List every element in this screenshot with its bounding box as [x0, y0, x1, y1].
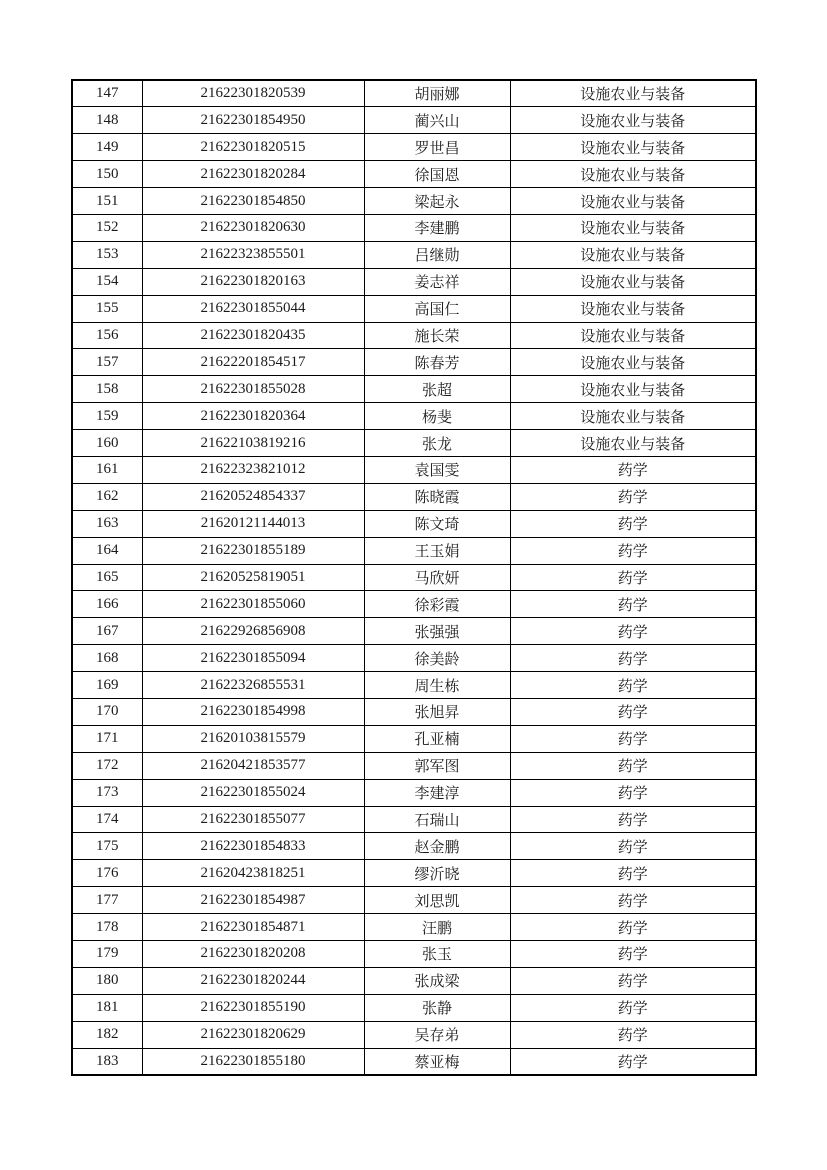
roster-table-body [72, 80, 756, 1075]
row-number-cell: 158 [72, 376, 142, 403]
row-number-cell: 167 [72, 618, 142, 645]
row-number-cell: 168 [72, 645, 142, 672]
name-cell: 袁国雯 [364, 456, 510, 483]
row-number-cell: 180 [72, 967, 142, 994]
table-row [72, 161, 756, 188]
candidate-id-cell: 21620524854337 [142, 483, 364, 510]
name-cell: 陈晓霞 [364, 483, 510, 510]
candidate-id-cell: 21622301820244 [142, 967, 364, 994]
candidate-id-cell: 21620421853577 [142, 752, 364, 779]
row-number-cell: 171 [72, 725, 142, 752]
major-cell: 药学 [510, 456, 756, 483]
name-cell: 陈文琦 [364, 510, 510, 537]
row-number-cell: 178 [72, 914, 142, 941]
major-cell: 药学 [510, 645, 756, 672]
table-row [72, 914, 756, 941]
major-cell: 设施农业与装备 [510, 295, 756, 322]
major-cell: 药学 [510, 806, 756, 833]
table-row [72, 403, 756, 430]
table-row [72, 268, 756, 295]
candidate-id-cell: 21622301854950 [142, 107, 364, 134]
candidate-id-cell: 21622301855028 [142, 376, 364, 403]
row-number-cell: 150 [72, 161, 142, 188]
name-cell: 徐彩霞 [364, 591, 510, 618]
name-cell: 胡丽娜 [364, 80, 510, 107]
candidate-id-cell: 21622301820163 [142, 268, 364, 295]
student-roster-table [71, 79, 757, 1076]
table-row [72, 1048, 756, 1075]
table-row [72, 618, 756, 645]
major-cell: 药学 [510, 967, 756, 994]
candidate-id-cell: 21622301820364 [142, 403, 364, 430]
candidate-id-cell: 21622301820630 [142, 214, 364, 241]
row-number-cell: 154 [72, 268, 142, 295]
row-number-cell: 169 [72, 672, 142, 699]
major-cell: 药学 [510, 941, 756, 968]
row-number-cell: 155 [72, 295, 142, 322]
candidate-id-cell: 21622301855094 [142, 645, 364, 672]
name-cell: 吕继勋 [364, 241, 510, 268]
row-number-cell: 175 [72, 833, 142, 860]
row-number-cell: 151 [72, 188, 142, 215]
row-number-cell: 165 [72, 564, 142, 591]
name-cell: 王玉娟 [364, 537, 510, 564]
major-cell: 设施农业与装备 [510, 403, 756, 430]
row-number-cell: 177 [72, 887, 142, 914]
row-number-cell: 172 [72, 752, 142, 779]
row-number-cell: 183 [72, 1048, 142, 1075]
name-cell: 张成梁 [364, 967, 510, 994]
row-number-cell: 149 [72, 134, 142, 161]
row-number-cell: 152 [72, 214, 142, 241]
row-number-cell: 176 [72, 860, 142, 887]
candidate-id-cell: 21620103815579 [142, 725, 364, 752]
row-number-cell: 173 [72, 779, 142, 806]
table-row [72, 833, 756, 860]
table-row [72, 806, 756, 833]
major-cell: 药学 [510, 591, 756, 618]
candidate-id-cell: 21622301820208 [142, 941, 364, 968]
name-cell: 姜志祥 [364, 268, 510, 295]
table-row [72, 456, 756, 483]
major-cell: 药学 [510, 860, 756, 887]
row-number-cell: 156 [72, 322, 142, 349]
table-row [72, 725, 756, 752]
name-cell: 张旭昇 [364, 698, 510, 725]
major-cell: 药学 [510, 483, 756, 510]
candidate-id-cell: 21620423818251 [142, 860, 364, 887]
table-row [72, 188, 756, 215]
major-cell: 设施农业与装备 [510, 322, 756, 349]
major-cell: 药学 [510, 752, 756, 779]
candidate-id-cell: 21622301854833 [142, 833, 364, 860]
row-number-cell: 174 [72, 806, 142, 833]
major-cell: 设施农业与装备 [510, 214, 756, 241]
candidate-id-cell: 21622301854987 [142, 887, 364, 914]
name-cell: 马欣妍 [364, 564, 510, 591]
table-row [72, 322, 756, 349]
candidate-id-cell: 21622301855044 [142, 295, 364, 322]
name-cell: 石瑞山 [364, 806, 510, 833]
table-row [72, 779, 756, 806]
table-row [72, 510, 756, 537]
major-cell: 设施农业与装备 [510, 349, 756, 376]
major-cell: 药学 [510, 537, 756, 564]
candidate-id-cell: 21622301820284 [142, 161, 364, 188]
name-cell: 汪鹏 [364, 914, 510, 941]
major-cell: 设施农业与装备 [510, 134, 756, 161]
major-cell: 药学 [510, 1021, 756, 1048]
table-row [72, 107, 756, 134]
major-cell: 设施农业与装备 [510, 430, 756, 457]
row-number-cell: 160 [72, 430, 142, 457]
table-row [72, 860, 756, 887]
candidate-id-cell: 21622926856908 [142, 618, 364, 645]
major-cell: 药学 [510, 833, 756, 860]
name-cell: 李建鹏 [364, 214, 510, 241]
candidate-id-cell: 21622301820629 [142, 1021, 364, 1048]
table-row [72, 295, 756, 322]
candidate-id-cell: 21622323855501 [142, 241, 364, 268]
candidate-id-cell: 21622301855190 [142, 994, 364, 1021]
name-cell: 张静 [364, 994, 510, 1021]
table-row [72, 241, 756, 268]
row-number-cell: 182 [72, 1021, 142, 1048]
major-cell: 药学 [510, 779, 756, 806]
table-row [72, 564, 756, 591]
table-row [72, 645, 756, 672]
name-cell: 赵金鹏 [364, 833, 510, 860]
candidate-id-cell: 21622301854871 [142, 914, 364, 941]
candidate-id-cell: 21622103819216 [142, 430, 364, 457]
table-row [72, 591, 756, 618]
table-row [72, 752, 756, 779]
major-cell: 设施农业与装备 [510, 268, 756, 295]
name-cell: 缪沂晓 [364, 860, 510, 887]
row-number-cell: 153 [72, 241, 142, 268]
major-cell: 设施农业与装备 [510, 80, 756, 107]
name-cell: 施长荣 [364, 322, 510, 349]
table-row [72, 483, 756, 510]
name-cell: 徐美龄 [364, 645, 510, 672]
table-row [72, 430, 756, 457]
table-row [72, 376, 756, 403]
candidate-id-cell: 21622301855180 [142, 1048, 364, 1075]
row-number-cell: 157 [72, 349, 142, 376]
major-cell: 药学 [510, 914, 756, 941]
row-number-cell: 162 [72, 483, 142, 510]
name-cell: 吴存弟 [364, 1021, 510, 1048]
name-cell: 周生栋 [364, 672, 510, 699]
table-row [72, 537, 756, 564]
table-row [72, 672, 756, 699]
candidate-id-cell: 21622201854517 [142, 349, 364, 376]
row-number-cell: 163 [72, 510, 142, 537]
name-cell: 张玉 [364, 941, 510, 968]
candidate-id-cell: 21622301854850 [142, 188, 364, 215]
row-number-cell: 161 [72, 456, 142, 483]
name-cell: 郭军图 [364, 752, 510, 779]
name-cell: 李建淳 [364, 779, 510, 806]
name-cell: 罗世昌 [364, 134, 510, 161]
major-cell: 药学 [510, 887, 756, 914]
table-row [72, 349, 756, 376]
major-cell: 设施农业与装备 [510, 241, 756, 268]
name-cell: 孔亚楠 [364, 725, 510, 752]
table-row [72, 887, 756, 914]
name-cell: 刘思凯 [364, 887, 510, 914]
candidate-id-cell: 21622301820515 [142, 134, 364, 161]
major-cell: 设施农业与装备 [510, 161, 756, 188]
name-cell: 陈春芳 [364, 349, 510, 376]
table-row [72, 214, 756, 241]
table-row [72, 134, 756, 161]
candidate-id-cell: 21622301855077 [142, 806, 364, 833]
table-row [72, 994, 756, 1021]
candidate-id-cell: 21622301854998 [142, 698, 364, 725]
major-cell: 药学 [510, 994, 756, 1021]
major-cell: 药学 [510, 1048, 756, 1075]
name-cell: 徐国恩 [364, 161, 510, 188]
name-cell: 张强强 [364, 618, 510, 645]
major-cell: 设施农业与装备 [510, 107, 756, 134]
candidate-id-cell: 21622301855024 [142, 779, 364, 806]
candidate-id-cell: 21622323821012 [142, 456, 364, 483]
candidate-id-cell: 21622301855060 [142, 591, 364, 618]
name-cell: 张龙 [364, 430, 510, 457]
row-number-cell: 148 [72, 107, 142, 134]
name-cell: 张超 [364, 376, 510, 403]
name-cell: 蔺兴山 [364, 107, 510, 134]
candidate-id-cell: 21622326855531 [142, 672, 364, 699]
candidate-id-cell: 21622301820435 [142, 322, 364, 349]
major-cell: 药学 [510, 564, 756, 591]
major-cell: 设施农业与装备 [510, 376, 756, 403]
name-cell: 蔡亚梅 [364, 1048, 510, 1075]
major-cell: 药学 [510, 672, 756, 699]
major-cell: 药学 [510, 698, 756, 725]
name-cell: 高国仁 [364, 295, 510, 322]
table-row [72, 698, 756, 725]
row-number-cell: 159 [72, 403, 142, 430]
candidate-id-cell: 21622301820539 [142, 80, 364, 107]
row-number-cell: 166 [72, 591, 142, 618]
name-cell: 杨斐 [364, 403, 510, 430]
table-row [72, 80, 756, 107]
row-number-cell: 181 [72, 994, 142, 1021]
candidate-id-cell: 21620525819051 [142, 564, 364, 591]
table-row [72, 967, 756, 994]
major-cell: 药学 [510, 618, 756, 645]
table-row [72, 1021, 756, 1048]
row-number-cell: 170 [72, 698, 142, 725]
row-number-cell: 147 [72, 80, 142, 107]
row-number-cell: 179 [72, 941, 142, 968]
name-cell: 梁起永 [364, 188, 510, 215]
candidate-id-cell: 21620121144013 [142, 510, 364, 537]
major-cell: 药学 [510, 725, 756, 752]
table-row [72, 941, 756, 968]
major-cell: 药学 [510, 510, 756, 537]
major-cell: 设施农业与装备 [510, 188, 756, 215]
candidate-id-cell: 21622301855189 [142, 537, 364, 564]
row-number-cell: 164 [72, 537, 142, 564]
